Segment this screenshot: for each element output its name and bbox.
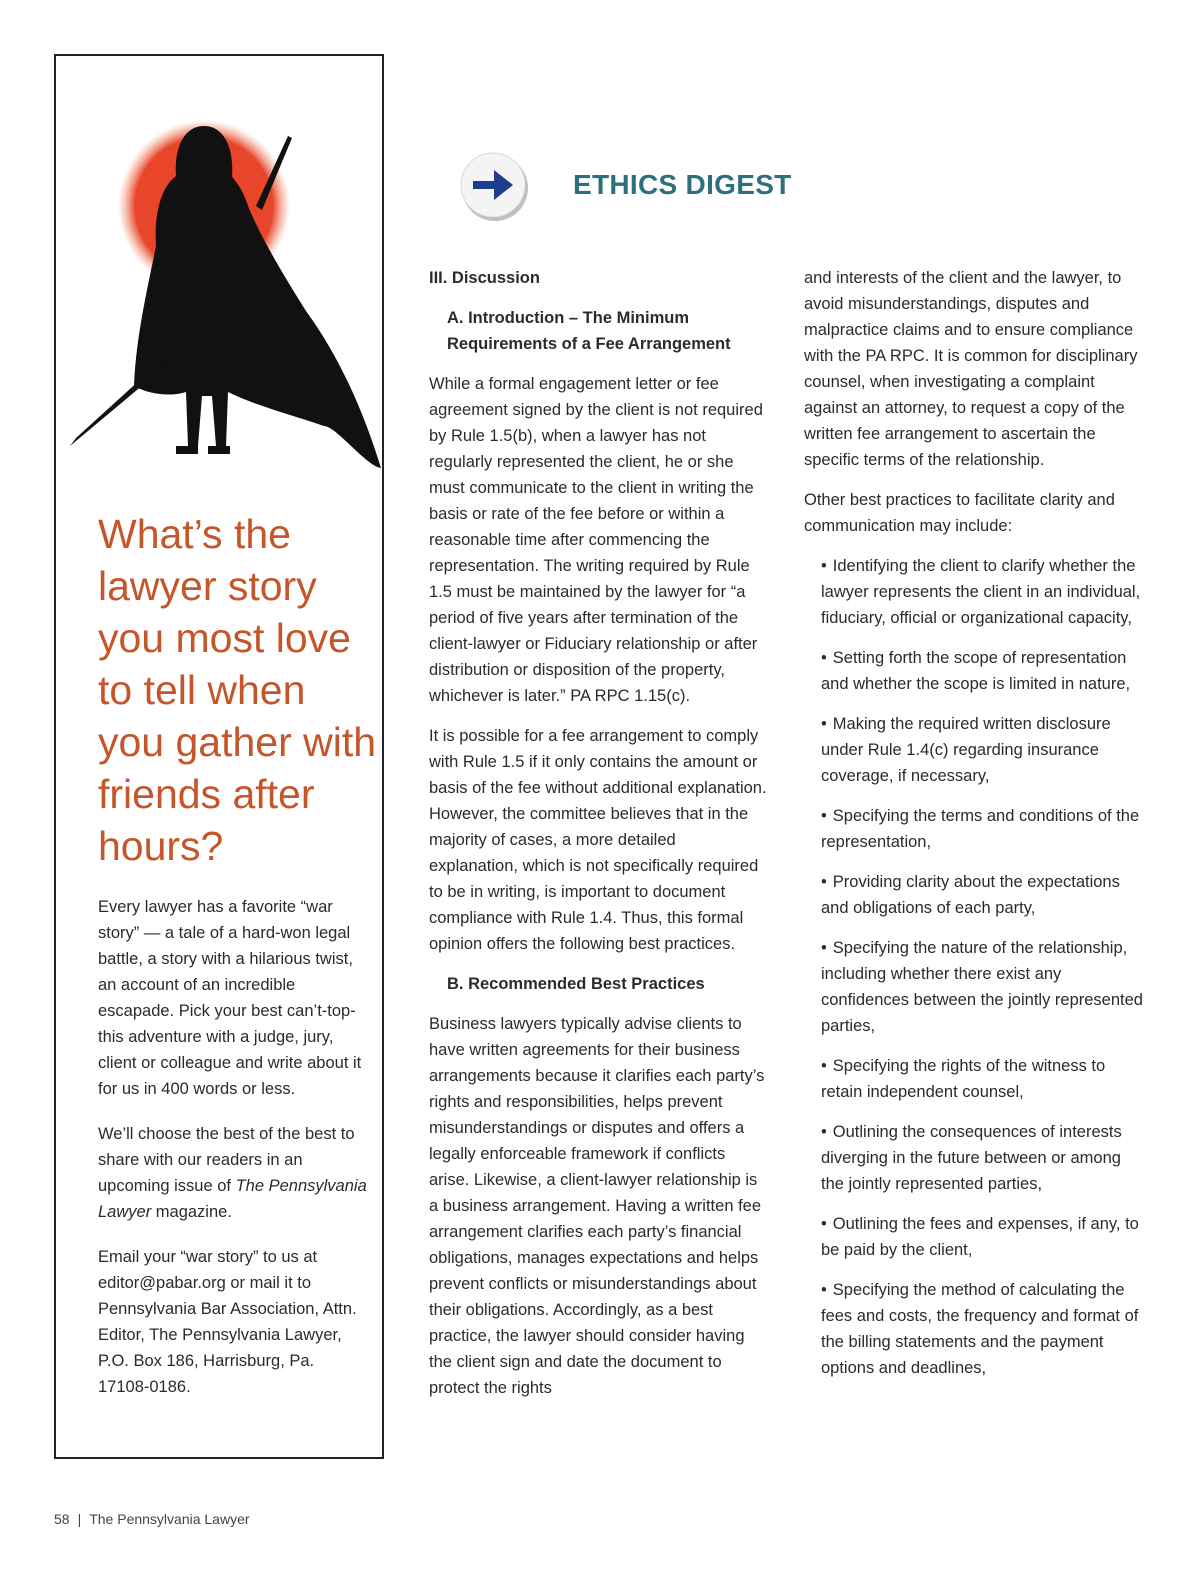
sidebar-contact-paragraph: Email your “war story” to us at editor@pabar.org or mail it to Pennsylvania Bar Association, Attn. Editor, The Pennsylvania Lawyer, P.O. Box 186, Harrisburg, Pa. 17108-0186. [98, 1248, 357, 1396]
footer-separator: | [77, 1511, 82, 1527]
article-column-middle [429, 265, 769, 1415]
article-paragraph: While a formal engagement letter or fee agreement signed by the client is not required by Rule 1.5(b), when a lawyer has not regularly represented the client, he or she must communicate to the client in writing the basis or rate of the fee before or within a reasonable time after commencing the representation. The writing required by Rule 1.5 must be maintained by the lawyer for “a period of five years after termination of the client-lawyer or Fiduciary relationship or after distribution or disposition of the property, whichever is later.” PA RPC 1.15(c). [429, 375, 763, 705]
list-item: • Identifying the client to clarify whether the lawyer represents the client in an individual, fiduciary, official or organizational capacity, [821, 557, 1141, 627]
article-paragraph: It is possible for a fee arrangement to comply with Rule 1.5 if it only contains the amount or basis of the fee without additional explanation. However, the committee believes that in the majority of cases, a more detailed explanation, which is not specifically required to be in writing, is important to document compliance with Rule 1.4. Thus, this formal opinion offers the following best practices. [429, 727, 767, 953]
article-paragraph: Business lawyers typically advise clients to have written agreements for their business arrangements because it clarifies each party’s rights and responsibilities, helps prevent misunderstandings or disputes and offers a legally enforceable framework if conflicts arise. Likewise, a client-lawyer relationship is a business arrangement. Having a written fee arrangement clarifies each party’s financial obligations, manages expectations and helps prevent conflicts or misunderstandings about their obligations. Accordingly, as a best practice, the lawyer should consider having the client sign and date the document to protect the rights [429, 1015, 765, 1397]
magazine-title: The Pennsylvania Lawyer [98, 1177, 367, 1221]
list-item: • Specifying the rights of the witness to retain independent counsel, [821, 1057, 1106, 1101]
page-footer [54, 1511, 250, 1527]
sidebar-paragraph [98, 1121, 368, 1225]
article-paragraph: and interests of the client and the lawyer, to avoid misunderstandings, disputes and malpractice claims and to ensure compliance with the PA RPC. It is common for disciplinary counsel, when investigating a complaint against an attorney, to request a copy of the written fee arrangement to ascertain the specific terms of the relationship. [804, 269, 1138, 469]
war-story-sidebar [54, 54, 384, 1459]
sidebar-headline: What’s the lawyer story you most love to tell when you gather with friends after hours? [98, 511, 377, 869]
sidebar-paragraph: Every lawyer has a favorite “war story” — a tale of a hard-won legal battle, a story with a hilarious twist, an account of an incredible escapade. Pick your best can’t-top-this adventure with a judge, jury, client or colleague and write about it for us in 400 words or less. [98, 898, 362, 1098]
subheading-b: B. Recommended Best Practices [447, 975, 705, 993]
silhouette-illustration [56, 96, 386, 546]
cloaked-warrior-icon [70, 126, 381, 468]
section-heading: III. Discussion [429, 269, 540, 287]
sidebar-text: We’ll choose the best of the best to share with our readers in an upcoming issue of [98, 1125, 355, 1195]
section-title: ETHICS DIGEST [573, 169, 792, 200]
subheading-a: A. Introduction – The Minimum Requirements of a Fee Arrangement [447, 309, 731, 353]
list-item: • Setting forth the scope of representation and whether the scope is limited in nature, [821, 649, 1131, 693]
page-number: 58 [54, 1511, 70, 1527]
article-column-right [804, 265, 1144, 1395]
list-item: • Providing clarity about the expectations and obligations of each party, [821, 873, 1120, 917]
list-item: • Outlining the consequences of interests diverging in the future between or among the jointly represented parties, [821, 1123, 1122, 1193]
best-practices-list [804, 553, 1144, 1381]
list-item: • Outlining the fees and expenses, if any, to be paid by the client, [821, 1215, 1139, 1259]
right-arrow-icon [458, 150, 530, 222]
article-paragraph: Other best practices to facilitate clarity and communication may include: [804, 491, 1115, 535]
list-item: • Specifying the terms and conditions of the representation, [821, 807, 1140, 851]
list-item: • Making the required written disclosure under Rule 1.4(c) regarding insurance coverage, if necessary, [821, 715, 1111, 785]
list-item: • Specifying the method of calculating the fees and costs, the frequency and format of the billing statements and the payment options and deadlines, [821, 1281, 1139, 1377]
sidebar-body [98, 894, 368, 1419]
list-item: • Specifying the nature of the relationship, including whether there exist any confidences between the jointly represented parties, [821, 939, 1143, 1035]
publication-name: The Pennsylvania Lawyer [89, 1511, 250, 1527]
sidebar-text: magazine. [151, 1203, 232, 1221]
